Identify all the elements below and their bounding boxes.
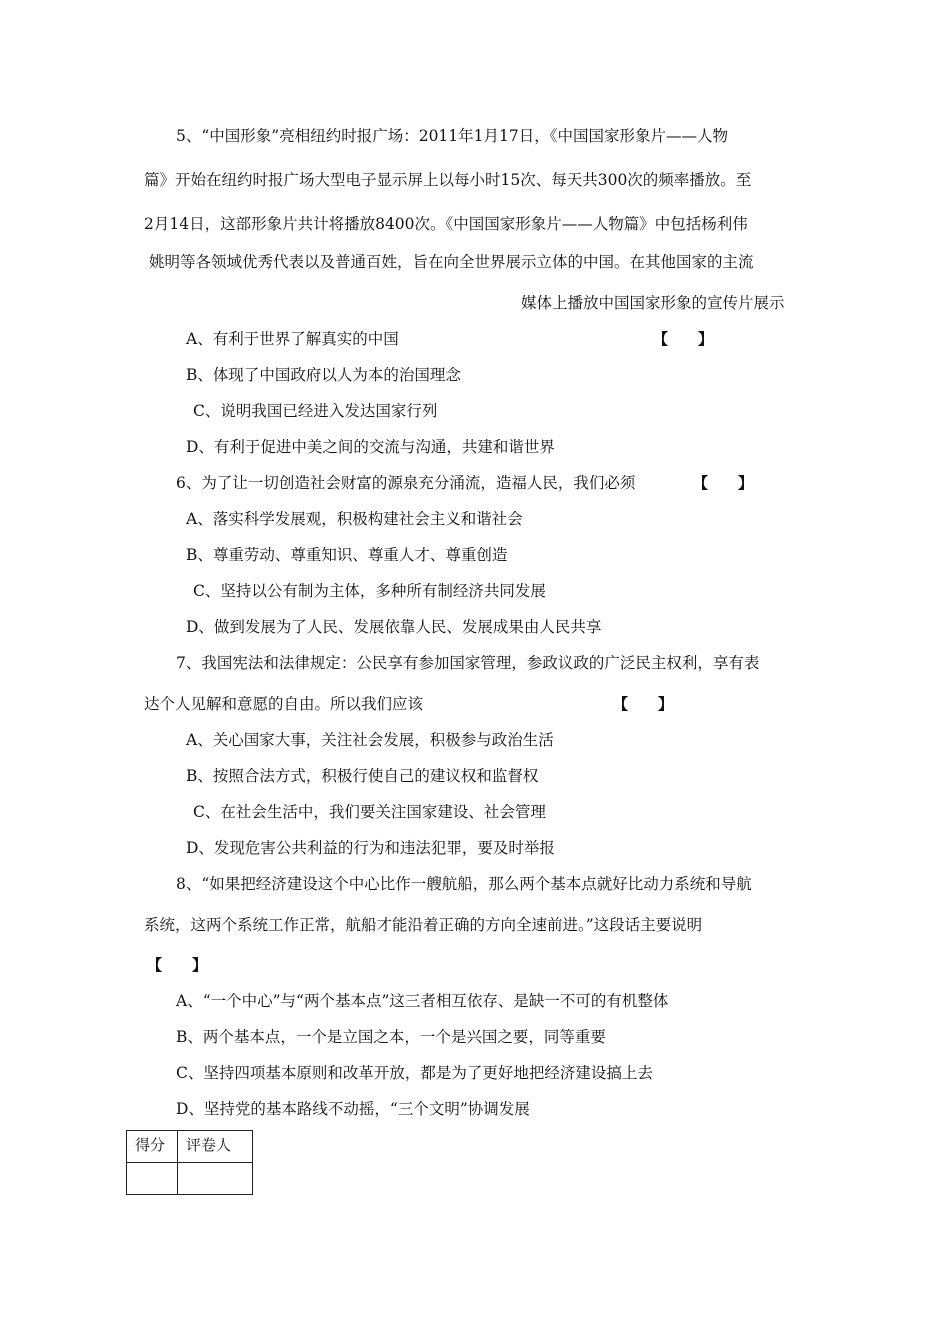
q6-option-c: C、坚持以公有制为主体，多种所有制经济共同发展 bbox=[193, 582, 546, 600]
score-table bbox=[126, 1130, 253, 1195]
score-header: 得分 bbox=[127, 1131, 178, 1163]
score-table-header-row bbox=[127, 1131, 253, 1163]
q5-stem-line-4: 姚明等各领域优秀代表以及普通百姓，旨在向全世界展示立体的中国。在其他国家的主流 bbox=[149, 253, 754, 271]
q5-stem-line-5: 媒体上播放中国国家形象的宣传片展示 bbox=[521, 294, 785, 312]
q8-option-b: B、两个基本点，一个是立国之本，一个是兴国之要，同等重要 bbox=[176, 1028, 606, 1046]
q7-option-c: C、在社会生活中，我们要关注国家建设、社会管理 bbox=[193, 803, 546, 821]
q5-stem-line-3: 2月14日，这部形象片共计将播放8400次。《中国国家形象片——人物篇》中包括杨利伟 bbox=[144, 215, 748, 233]
q6-option-a: A、落实科学发展观，积极构建社会主义和谐社会 bbox=[186, 510, 523, 528]
q8-stem-line-2: 系统，这两个系统工作正常，航船才能沿着正确的方向全速前进。”这段话主要说明 bbox=[144, 916, 703, 934]
q7-option-b: B、按照合法方式，积极行使自己的建议权和监督权 bbox=[186, 767, 539, 785]
q5-option-c: C、说明我国已经进入发达国家行列 bbox=[193, 402, 438, 420]
q7-answer-bracket: 【 】 bbox=[613, 695, 674, 713]
q6-option-b: B、尊重劳动、尊重知识、尊重人才、尊重创造 bbox=[186, 546, 508, 564]
q7-option-a: A、关心国家大事，关注社会发展，积极参与政治生活 bbox=[186, 731, 554, 749]
grader-header: 评卷人 bbox=[178, 1131, 253, 1163]
q8-answer-bracket: 【 】 bbox=[147, 956, 208, 974]
q7-stem-line-1: 7、我国宪法和法律规定：公民享有参加国家管理，参政议政的广泛民主权利，享有表 bbox=[176, 654, 760, 672]
score-value-cell[interactable] bbox=[127, 1163, 178, 1195]
q5-option-a: A、有利于世界了解真实的中国 bbox=[186, 330, 399, 348]
q5-option-d: D、有利于促进中美之间的交流与沟通，共建和谐世界 bbox=[186, 438, 555, 456]
q5-stem-line-1: 5、“中国形象”亮相纽约时报广场：2011年1月17日，《中国国家形象片——人物 bbox=[176, 127, 728, 145]
q6-answer-bracket: 【 】 bbox=[693, 474, 754, 492]
q7-stem-line-2: 达个人见解和意愿的自由。所以我们应该 bbox=[144, 695, 424, 713]
q5-stem-line-2: 篇》开始在纽约时报广场大型电子显示屏上以每小时15次、每天共300次的频率播放。至 bbox=[144, 171, 752, 189]
q8-option-d: D、坚持党的基本路线不动摇，“三个文明”协调发展 bbox=[176, 1100, 530, 1118]
q8-option-a: A、“一个中心”与“两个基本点”这三者相互依存、是缺一不可的有机整体 bbox=[176, 992, 669, 1010]
q8-stem-line-1: 8、“如果把经济建设这个中心比作一艘航船，那么两个基本点就好比动力系统和导航 bbox=[176, 875, 752, 893]
q5-option-b: B、体现了中国政府以人为本的治国理念 bbox=[186, 366, 461, 384]
grader-value-cell[interactable] bbox=[178, 1163, 253, 1195]
q6-stem: 6、为了让一切创造社会财富的源泉充分涌流，造福人民，我们必须 bbox=[176, 474, 636, 492]
q5-answer-bracket: 【 】 bbox=[653, 330, 714, 348]
q6-option-d: D、做到发展为了人民、发展依靠人民、发展成果由人民共享 bbox=[186, 618, 602, 636]
q7-option-d: D、发现危害公共利益的行为和违法犯罪，要及时举报 bbox=[186, 839, 555, 857]
q8-option-c: C、坚持四项基本原则和改革开放，都是为了更好地把经济建设搞上去 bbox=[176, 1064, 653, 1082]
score-table-value-row bbox=[127, 1163, 253, 1195]
